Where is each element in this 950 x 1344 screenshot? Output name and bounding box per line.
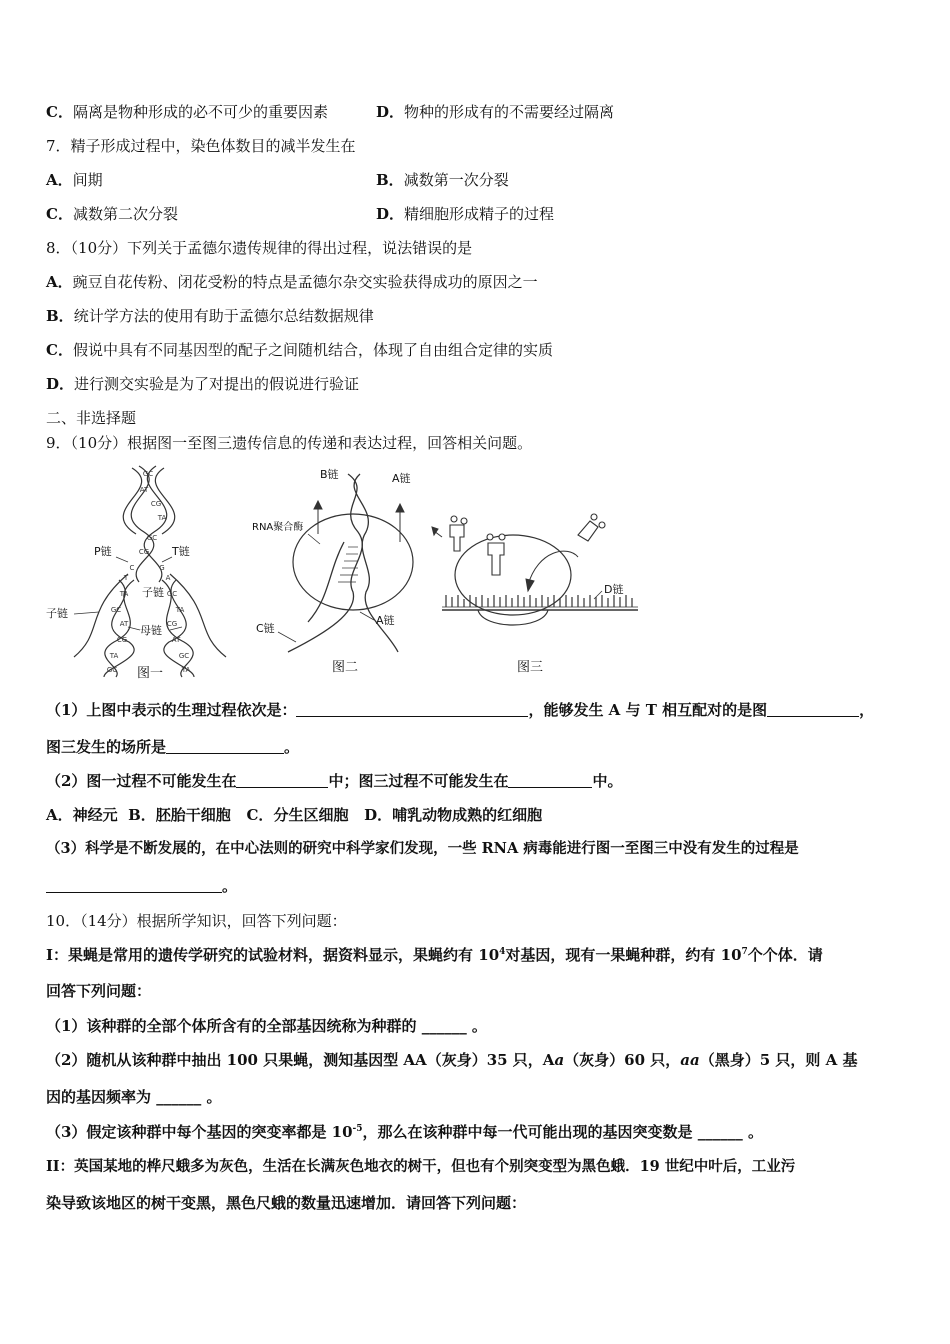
- question-text: 。: [206, 1088, 222, 1106]
- q7-option-b: [376, 171, 509, 191]
- q7-option-c: [46, 205, 178, 225]
- figure-2-caption: 图二: [332, 660, 359, 675]
- question-text: 。: [222, 877, 238, 895]
- question-text: （灰身）60 只，: [564, 1051, 681, 1069]
- section-title: 二、非选择题: [46, 409, 137, 427]
- figure-1-diagram: [44, 462, 254, 682]
- q9-part3-line1: （3）科学是不断发展的，在中心法则的研究中科学家们发现，一些 RNA 病毒能进行图一至图三中没有发生的过程是: [46, 840, 799, 857]
- figure-1-dna-replication: [44, 462, 254, 682]
- question-text: （3）假定该种群中每个基因的突变率都是 10: [46, 1123, 353, 1141]
- option-text: 假说中具有不同基因型的配子之间随机结合，体现了自由组合定律的实质: [72, 341, 553, 359]
- figure-3-caption: 图三: [517, 660, 544, 675]
- q9-stem: 9．（10分）根据图一至图三遗传信息的传递和表达过程，回答相关问题。: [46, 434, 533, 452]
- option-text: 进行测交实验是为了对提出的假说进行验证: [74, 375, 360, 393]
- q8-option-c: [46, 341, 553, 361]
- question-text: ，能够发生 A 与 T 相互配对的是图: [528, 701, 768, 719]
- base-pair: AT: [139, 486, 149, 494]
- base-pair: AT: [119, 620, 129, 628]
- b-chain-label: B链: [320, 468, 339, 481]
- q9-part1-line2: [46, 738, 299, 758]
- option-label: A．: [46, 806, 73, 824]
- q9-part2: [46, 772, 622, 792]
- question-text: a: [554, 1051, 565, 1069]
- part-label: II: [46, 1158, 60, 1175]
- option-label: D．: [46, 375, 75, 393]
- option-label: B．: [376, 171, 404, 189]
- base-pair: CG: [150, 500, 162, 508]
- question-text: 。: [284, 738, 300, 756]
- q8-option-d: [46, 375, 359, 395]
- base-pair: TA: [157, 514, 167, 522]
- q10-p1: [46, 1017, 487, 1037]
- daughter-chain-label: 子链: [142, 586, 164, 599]
- t-chain-label: T链: [172, 545, 190, 558]
- answer-blank[interactable]: [46, 878, 222, 893]
- q10-part2-line1: [46, 1158, 795, 1177]
- base-pair: TA: [119, 590, 129, 598]
- option-label: C．: [46, 103, 73, 121]
- q8-option-a: [46, 273, 538, 293]
- rna-polymerase-label: RNA聚合酶: [252, 522, 304, 533]
- option-text: 间期: [72, 171, 103, 189]
- figure-2-diagram: [248, 462, 428, 657]
- figure-3-translation: [428, 505, 643, 655]
- q8-stem: 8．（10分）下列关于孟德尔遗传规律的得出过程，说法错误的是: [46, 239, 473, 257]
- question-text: ，那么在该种群中每一代可能出现的基因突变数是: [362, 1123, 693, 1141]
- q7-option-d: [376, 205, 554, 225]
- option-text: 胚胎干细胞: [155, 806, 231, 824]
- answer-blank[interactable]: [296, 702, 528, 717]
- question-text: aa: [680, 1051, 700, 1069]
- base-pair: GC: [178, 652, 190, 660]
- figure-3-diagram: [428, 505, 643, 655]
- answer-blank[interactable]: [166, 739, 284, 754]
- option-label: C．: [246, 806, 274, 824]
- option-text: 统计学方法的使用有助于孟德尔总结数据规律: [73, 307, 374, 325]
- d-chain-label: D链: [604, 583, 624, 596]
- q9-part1-line1: [46, 701, 874, 721]
- exponent: 4: [499, 947, 506, 957]
- option-text: 隔离是物种形成的必不可少的重要因素: [72, 103, 328, 121]
- option-label: B．: [46, 307, 74, 325]
- part-label: I: [46, 946, 54, 964]
- base-pair: CG: [116, 636, 128, 644]
- q7-stem: 7．精子形成过程中，染色体数目的减半发生在: [46, 137, 356, 155]
- q10-part1-line2: 回答下列问题：: [46, 982, 152, 1000]
- exponent: 7: [741, 947, 748, 957]
- question-text: ：果蝇是常用的遗传学研究的试验材料，据资料显示，果蝇约有 10: [53, 946, 500, 964]
- base-letter: G: [159, 564, 165, 572]
- question-text: 图三发生的场所是: [46, 738, 167, 756]
- q10-part2-line2: 染导致该地区的树干变黑，黑色尺蛾的数量迅速增加．请回答下列问题：: [46, 1194, 527, 1212]
- q10-stem: 10．（14分）根据所学知识，回答下列问题：: [46, 912, 347, 930]
- answer-blank[interactable]: ______: [421, 1017, 467, 1035]
- p-chain-label: P链: [94, 545, 112, 558]
- q10-part1-line1: [46, 946, 823, 966]
- option-label: A．: [46, 171, 73, 189]
- question-text: 。: [471, 1017, 487, 1035]
- option-label: D．: [376, 205, 405, 223]
- option-text: 精细胞形成精子的过程: [404, 205, 555, 223]
- option-text: 分生区细胞: [273, 806, 349, 824]
- question-text: （1）该种群的全部个体所含有的全部基因统称为种群的: [46, 1017, 417, 1035]
- base-pair: TA: [181, 666, 191, 674]
- q10-p3: [46, 1123, 763, 1143]
- base-pair: TA: [175, 606, 185, 614]
- daughter-chain-label: 子链: [46, 607, 68, 620]
- q7-option-a: [46, 171, 103, 191]
- q10-p2-line1: [46, 1051, 857, 1071]
- answer-blank[interactable]: [236, 773, 328, 788]
- answer-blank[interactable]: [508, 773, 592, 788]
- option-label: C．: [46, 205, 73, 223]
- question-text: 中。: [592, 772, 623, 790]
- option-label: C．: [46, 341, 73, 359]
- question-text: （黑身）5 只，则 A 基: [699, 1051, 858, 1069]
- question-text: （2）随机从该种群中抽出 100 只果蝇，测知基因型 AA（灰身）35 只，A: [46, 1051, 555, 1069]
- base-pair: GC: [106, 666, 118, 674]
- base-pair: AT: [171, 636, 181, 644]
- base-pair: TA: [109, 652, 119, 660]
- question-text: 。: [748, 1123, 764, 1141]
- q8-option-b: [46, 307, 374, 327]
- q9-part3-line2: [46, 877, 237, 897]
- q6-option-row: [46, 103, 328, 123]
- base-letter: C: [129, 564, 135, 572]
- base-letter: A: [165, 574, 171, 582]
- question-text: 个个体．请: [747, 946, 823, 964]
- answer-blank[interactable]: [767, 702, 859, 717]
- question-text: 中；图三过程不可能发生在: [328, 772, 509, 790]
- option-text: 减数第二次分裂: [72, 205, 178, 223]
- answer-blank[interactable]: ______: [156, 1088, 202, 1106]
- option-label: A．: [46, 273, 73, 291]
- base-letter: T: [123, 574, 129, 582]
- base-pair: GC: [142, 470, 154, 478]
- option-text: 哺乳动物成熟的红细胞: [392, 806, 543, 824]
- a-chain-label-bottom: A链: [376, 614, 395, 627]
- base-pair: CG: [138, 548, 150, 556]
- option-text: 豌豆自花传粉、闭花受粉的特点是孟德尔杂交实验获得成功的原因之一: [72, 273, 538, 291]
- question-text: （1）上图中表示的生理过程依次是：: [46, 701, 297, 719]
- option-label: B．: [128, 806, 156, 824]
- figure-1-caption: 图一: [137, 666, 164, 681]
- question-text: 对基因，现有一果蝇种群，约有 10: [505, 946, 742, 964]
- option-text: 物种的形成有的不需要经过隔离: [404, 103, 615, 121]
- question-text: （2）图一过程不可能发生在: [46, 772, 237, 790]
- question-text: ：英国某地的桦尺蛾多为灰色，生活在长满灰色地衣的树干，但也有个别突变型为黑色蛾．19 世纪中叶后，工业污: [59, 1158, 796, 1175]
- a-chain-label-top: A链: [392, 472, 411, 485]
- figure-2-transcription: [248, 462, 428, 657]
- question-text: ，: [859, 701, 875, 719]
- q9-part2-options: [46, 806, 542, 826]
- base-pair: GC: [166, 590, 178, 598]
- option-label: D．: [364, 806, 393, 824]
- q6-option-d: [376, 103, 614, 123]
- answer-blank[interactable]: ______: [697, 1123, 743, 1141]
- c-chain-label: C链: [256, 622, 275, 635]
- option-label: D．: [376, 103, 405, 121]
- base-pair: GC: [110, 606, 122, 614]
- option-text: 神经元: [72, 806, 118, 824]
- base-pair: CG: [166, 620, 178, 628]
- option-text: 减数第一次分裂: [403, 171, 509, 189]
- exponent: -5: [352, 1124, 363, 1134]
- mother-chain-label: 母链: [140, 624, 162, 637]
- question-text: 因的基因频率为: [46, 1088, 152, 1106]
- base-pair: GC: [146, 534, 158, 542]
- q10-p2-line2: [46, 1088, 222, 1108]
